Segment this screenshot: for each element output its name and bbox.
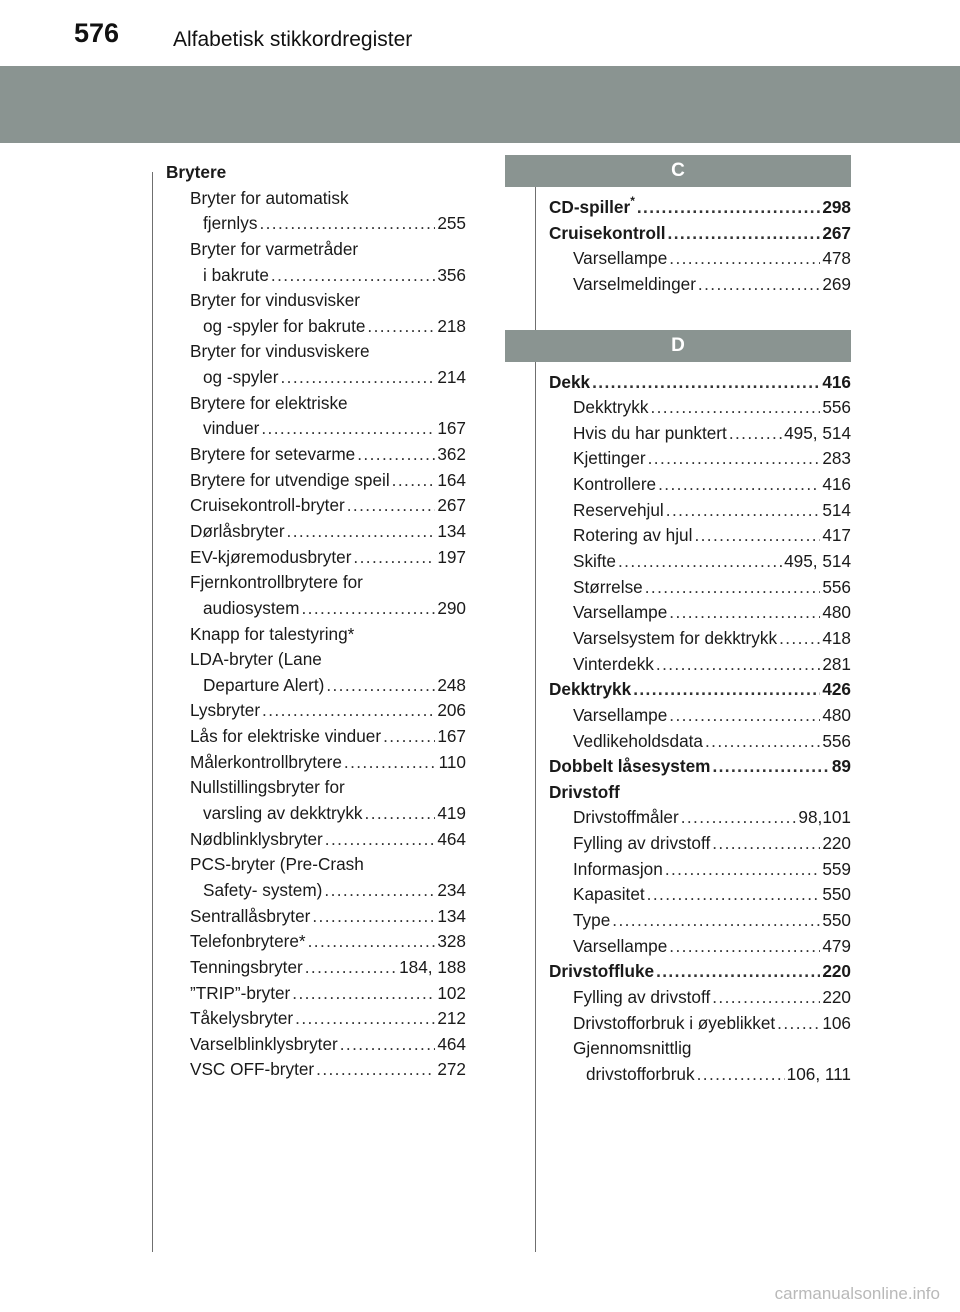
index-entry bbox=[166, 160, 466, 186]
index-entry bbox=[166, 827, 466, 853]
dot-leader bbox=[287, 519, 436, 545]
entry-page-ref: 106, 111 bbox=[786, 1063, 851, 1084]
dot-leader bbox=[665, 857, 821, 883]
dot-leader bbox=[280, 365, 435, 391]
dot-leader bbox=[650, 395, 820, 421]
dot-leader bbox=[367, 314, 435, 340]
section-d-entries bbox=[549, 370, 851, 1088]
entry-label: Tenningsbryter bbox=[190, 956, 303, 977]
entry-label: PCS-bryter (Pre-Crash bbox=[190, 854, 364, 875]
dot-leader bbox=[271, 263, 435, 289]
index-entry bbox=[549, 549, 851, 575]
index-column-left bbox=[166, 160, 466, 1083]
entry-page-ref: 328 bbox=[437, 931, 466, 952]
entry-page-ref: 514 bbox=[822, 499, 851, 520]
entry-label: EV-kjøremodusbryter bbox=[190, 546, 352, 567]
entry-page-ref: 98,101 bbox=[798, 807, 851, 828]
index-entry bbox=[549, 857, 851, 883]
index-entry bbox=[166, 622, 466, 648]
entry-label: Dobbelt låsesystem bbox=[549, 756, 711, 777]
index-entry bbox=[166, 904, 466, 930]
dot-leader bbox=[694, 523, 820, 549]
index-entry bbox=[166, 1057, 466, 1083]
dot-leader bbox=[312, 904, 435, 930]
index-entry bbox=[166, 339, 466, 365]
dot-leader bbox=[383, 724, 435, 750]
entry-page-ref: 419 bbox=[437, 803, 466, 824]
entry-label: Fylling av drivstoff bbox=[573, 986, 711, 1007]
entry-label: audiosystem bbox=[203, 597, 300, 618]
entry-page-ref: 556 bbox=[822, 397, 851, 418]
index-entry bbox=[166, 391, 466, 417]
index-entry bbox=[166, 365, 466, 391]
entry-page-ref: 102 bbox=[437, 982, 466, 1003]
dot-leader bbox=[779, 626, 820, 652]
entry-page-ref: 234 bbox=[437, 879, 466, 900]
index-entry bbox=[166, 211, 466, 237]
entry-page-ref: 220 bbox=[822, 833, 851, 854]
entry-label: Fylling av drivstoff bbox=[573, 833, 711, 854]
entry-page-ref: 267 bbox=[822, 222, 851, 243]
index-entry bbox=[549, 472, 851, 498]
entry-label: Målerkontrollbrytere bbox=[190, 751, 342, 772]
entry-page-ref: 283 bbox=[822, 448, 851, 469]
dot-leader bbox=[618, 549, 782, 575]
dot-leader bbox=[302, 596, 436, 622]
entry-label: og -spyler for bakrute bbox=[203, 315, 366, 336]
dot-leader bbox=[658, 472, 820, 498]
index-entry bbox=[166, 468, 466, 494]
entry-label: Brytere for elektriske bbox=[190, 392, 348, 413]
entry-label: Varsellampe bbox=[573, 602, 668, 623]
entry-page-ref: 495, 514 bbox=[784, 422, 851, 443]
entry-label: Kontrollere bbox=[573, 474, 657, 495]
index-entry bbox=[549, 446, 851, 472]
entry-label: Størrelse bbox=[573, 576, 643, 597]
dot-leader bbox=[261, 416, 435, 442]
entry-page-ref: 212 bbox=[437, 1008, 466, 1029]
entry-page-ref: 556 bbox=[822, 730, 851, 751]
entry-label: Lås for elektriske vinduer bbox=[190, 726, 382, 747]
index-entry bbox=[549, 805, 851, 831]
entry-label: Drivstoff bbox=[549, 781, 620, 802]
entry-page-ref: 110 bbox=[438, 751, 466, 772]
entry-page-ref: 281 bbox=[822, 653, 851, 674]
entry-label: Bryter for automatisk bbox=[190, 187, 349, 208]
index-entry bbox=[166, 545, 466, 571]
index-entry bbox=[166, 442, 466, 468]
dot-leader bbox=[262, 698, 435, 724]
index-entry bbox=[549, 729, 851, 755]
entry-label: CD-spiller bbox=[549, 197, 631, 217]
index-entry bbox=[549, 959, 851, 985]
dot-leader bbox=[656, 959, 820, 985]
entry-page-ref: 214 bbox=[437, 367, 466, 388]
entry-label: VSC OFF-bryter bbox=[190, 1059, 315, 1080]
entry-label: Drivstofforbruk i øyeblikket bbox=[573, 1012, 776, 1033]
dot-leader bbox=[305, 955, 397, 981]
index-entry bbox=[549, 934, 851, 960]
entry-page-ref: 550 bbox=[822, 884, 851, 905]
index-entry bbox=[166, 955, 466, 981]
entry-label: i bakrute bbox=[203, 264, 269, 285]
entry-label: Sentrallåsbryter bbox=[190, 905, 311, 926]
entry-label: Telefonbrytere* bbox=[190, 931, 306, 952]
index-entry bbox=[549, 523, 851, 549]
dot-leader bbox=[648, 446, 821, 472]
index-entry bbox=[166, 288, 466, 314]
entry-page-ref: 478 bbox=[822, 248, 851, 269]
dot-leader bbox=[669, 934, 820, 960]
section-letter-c: C bbox=[505, 155, 851, 187]
entry-page-ref: 298 bbox=[822, 197, 851, 217]
dot-leader bbox=[712, 754, 829, 780]
index-entry bbox=[549, 575, 851, 601]
entry-page-ref: 480 bbox=[822, 704, 851, 725]
entry-label: Safety- system) bbox=[203, 879, 323, 900]
entry-label: Dekktrykk bbox=[573, 397, 649, 418]
entry-label: og -spyler bbox=[203, 367, 279, 388]
entry-page-ref: 206 bbox=[437, 700, 466, 721]
dot-leader bbox=[365, 801, 436, 827]
entry-page-ref: 134 bbox=[437, 520, 466, 541]
dot-leader bbox=[259, 211, 435, 237]
index-entry bbox=[549, 882, 851, 908]
entry-label: Skifte bbox=[573, 551, 616, 572]
index-entry bbox=[549, 703, 851, 729]
entry-page-ref: 559 bbox=[822, 858, 851, 879]
dot-leader bbox=[592, 370, 820, 396]
entry-page-ref: 167 bbox=[437, 418, 466, 439]
dot-leader bbox=[325, 827, 436, 853]
entry-label: Kjettinger bbox=[573, 448, 646, 469]
entry-page-ref: 495, 514 bbox=[784, 551, 851, 572]
dot-leader bbox=[681, 805, 797, 831]
dot-leader bbox=[357, 442, 435, 468]
entry-label: Kapasitet bbox=[573, 884, 645, 905]
dot-leader bbox=[344, 750, 437, 776]
dot-leader bbox=[633, 677, 820, 703]
index-entry bbox=[166, 186, 466, 212]
dot-leader bbox=[697, 1062, 785, 1088]
entry-footnote-marker: * bbox=[630, 195, 635, 208]
dot-leader bbox=[324, 878, 435, 904]
index-entry bbox=[166, 673, 466, 699]
dot-leader bbox=[647, 882, 821, 908]
dot-leader bbox=[777, 1011, 820, 1037]
section-c-entries bbox=[549, 195, 851, 298]
index-entry bbox=[549, 626, 851, 652]
index-entry bbox=[166, 416, 466, 442]
entry-label: ”TRIP”-bryter bbox=[190, 982, 291, 1003]
entry-label: Brytere bbox=[166, 162, 227, 182]
entry-page-ref: 220 bbox=[822, 961, 851, 982]
index-entry bbox=[166, 596, 466, 622]
entry-page-ref: 417 bbox=[822, 525, 851, 546]
entry-label: vinduer bbox=[203, 418, 260, 439]
entry-page-ref: 106 bbox=[822, 1012, 851, 1033]
entry-page-ref: 255 bbox=[437, 213, 466, 234]
entry-page-ref: 197 bbox=[437, 546, 466, 567]
left-divider bbox=[152, 172, 153, 1252]
index-entry bbox=[549, 1062, 851, 1088]
dot-leader bbox=[292, 981, 435, 1007]
entry-label: Cruisekontroll bbox=[549, 222, 666, 243]
index-entry bbox=[166, 775, 466, 801]
dot-leader bbox=[666, 498, 821, 524]
entry-page-ref: 356 bbox=[437, 264, 466, 285]
index-entry bbox=[166, 263, 466, 289]
index-entry bbox=[166, 724, 466, 750]
index-entry bbox=[166, 647, 466, 673]
entry-label: Dørlåsbryter bbox=[190, 520, 285, 541]
dot-leader bbox=[712, 985, 820, 1011]
index-entry bbox=[549, 370, 851, 396]
index-entry bbox=[166, 878, 466, 904]
entry-page-ref: 272 bbox=[437, 1059, 466, 1080]
entry-page-ref: 480 bbox=[822, 602, 851, 623]
entry-label: drivstofforbruk bbox=[586, 1063, 695, 1084]
index-entry bbox=[166, 698, 466, 724]
index-entry bbox=[166, 519, 466, 545]
entry-label: Nødblinklysbryter bbox=[190, 828, 323, 849]
entry-label: Hvis du har punktert bbox=[573, 422, 727, 443]
dot-leader bbox=[645, 575, 821, 601]
entry-page-ref: 184, 188 bbox=[399, 956, 466, 977]
entry-page-ref: 167 bbox=[437, 726, 466, 747]
dot-leader bbox=[353, 545, 435, 571]
entry-label: Drivstoffmåler bbox=[573, 807, 679, 828]
index-entry bbox=[549, 985, 851, 1011]
entry-page-ref: 464 bbox=[437, 1033, 466, 1054]
index-entry bbox=[166, 981, 466, 1007]
dot-leader bbox=[698, 272, 820, 298]
index-entry bbox=[166, 570, 466, 596]
section-letter-d: D bbox=[505, 330, 851, 362]
index-entry bbox=[549, 600, 851, 626]
dot-leader bbox=[729, 421, 782, 447]
header-banner bbox=[0, 66, 960, 143]
page-title: Alfabetisk stikkordregister bbox=[173, 28, 413, 51]
entry-label: Nullstillingsbryter for bbox=[190, 777, 345, 798]
entry-page-ref: 164 bbox=[437, 469, 466, 490]
entry-label: fjernlys bbox=[203, 213, 258, 234]
dot-leader bbox=[712, 831, 820, 857]
index-entry bbox=[549, 652, 851, 678]
index-entry bbox=[166, 1032, 466, 1058]
entry-label: Vinterdekk bbox=[573, 653, 654, 674]
entry-label: Bryter for vindusvisker bbox=[190, 290, 361, 311]
index-entry bbox=[549, 1011, 851, 1037]
dot-leader bbox=[392, 468, 436, 494]
entry-label: Bryter for vindusviskere bbox=[190, 341, 370, 362]
index-column-right bbox=[549, 160, 851, 1088]
dot-leader bbox=[340, 1032, 436, 1058]
entry-label: Gjennomsnittlig bbox=[573, 1038, 692, 1059]
entry-label: LDA-bryter (Lane bbox=[190, 649, 322, 670]
entry-page-ref: 362 bbox=[437, 444, 466, 465]
entry-label: Varselmeldinger bbox=[573, 273, 696, 294]
entry-label: Informasjon bbox=[573, 858, 663, 879]
index-entry bbox=[166, 237, 466, 263]
index-entry bbox=[166, 852, 466, 878]
index-entry bbox=[549, 1036, 851, 1062]
entry-label: Lysbryter bbox=[190, 700, 261, 721]
index-entry bbox=[549, 498, 851, 524]
entry-page-ref: 134 bbox=[437, 905, 466, 926]
index-entry bbox=[549, 272, 851, 298]
dot-leader bbox=[669, 703, 820, 729]
index-entry bbox=[166, 801, 466, 827]
entry-page-ref: 556 bbox=[822, 576, 851, 597]
index-entry bbox=[549, 908, 851, 934]
entry-label: Departure Alert) bbox=[203, 674, 325, 695]
entry-label: Bryter for varmetråder bbox=[190, 238, 359, 259]
dot-leader bbox=[308, 929, 436, 955]
entry-label: Varsellampe bbox=[573, 248, 668, 269]
dot-leader bbox=[612, 908, 820, 934]
entry-label: Drivstoffluke bbox=[549, 961, 655, 982]
dot-leader bbox=[326, 673, 435, 699]
dot-leader bbox=[669, 600, 820, 626]
index-entry bbox=[549, 246, 851, 272]
entry-label: Fjernkontrollbrytere for bbox=[190, 572, 363, 593]
dot-leader bbox=[668, 221, 821, 247]
entry-page-ref: 220 bbox=[822, 986, 851, 1007]
entry-page-ref: 267 bbox=[437, 495, 466, 516]
index-entry bbox=[549, 831, 851, 857]
entry-label: Rotering av hjul bbox=[573, 525, 693, 546]
entry-label: Varselsystem for dekktrykk bbox=[573, 627, 778, 648]
index-entry bbox=[166, 493, 466, 519]
index-entry bbox=[549, 677, 851, 703]
entry-page-ref: 290 bbox=[437, 597, 466, 618]
entry-page-ref: 550 bbox=[822, 910, 851, 931]
dot-leader bbox=[656, 652, 820, 678]
entry-label: Vedlikeholdsdata bbox=[573, 730, 703, 751]
dot-leader bbox=[669, 246, 820, 272]
dot-leader bbox=[705, 729, 820, 755]
entry-label: Varsellampe bbox=[573, 935, 668, 956]
index-entry bbox=[166, 314, 466, 340]
index-entry bbox=[166, 750, 466, 776]
watermark: carmanualsonline.info bbox=[774, 1284, 940, 1303]
dot-leader bbox=[295, 1006, 435, 1032]
entry-label: Varselblinklysbryter bbox=[190, 1033, 338, 1054]
index-entry bbox=[549, 195, 851, 221]
index-entry bbox=[549, 395, 851, 421]
entry-label: varsling av dekktrykk bbox=[203, 803, 363, 824]
entry-page-ref: 218 bbox=[437, 315, 466, 336]
index-entry bbox=[166, 1006, 466, 1032]
entry-label: Cruisekontroll-bryter bbox=[190, 495, 345, 516]
entry-page-ref: 269 bbox=[822, 273, 851, 294]
entry-page-ref: 416 bbox=[822, 474, 851, 495]
dot-leader bbox=[347, 493, 436, 519]
page-number: 576 bbox=[74, 18, 120, 48]
entry-label: Tåkelysbryter bbox=[190, 1008, 294, 1029]
entry-page-ref: 89 bbox=[831, 756, 851, 777]
entry-label: Dekk bbox=[549, 371, 591, 392]
index-entry bbox=[549, 221, 851, 247]
entry-label: Type bbox=[573, 910, 611, 931]
index-entry bbox=[549, 421, 851, 447]
index-entry bbox=[166, 929, 466, 955]
entry-label: Brytere for setevarme bbox=[190, 444, 356, 465]
entry-label: Varsellampe bbox=[573, 704, 668, 725]
entry-page-ref: 418 bbox=[822, 627, 851, 648]
index-entry bbox=[549, 754, 851, 780]
entry-label: Reservehjul bbox=[573, 499, 664, 520]
dot-leader bbox=[637, 195, 820, 221]
entry-page-ref: 426 bbox=[822, 679, 851, 700]
entry-page-ref: 248 bbox=[437, 674, 466, 695]
entry-page-ref: 464 bbox=[437, 828, 466, 849]
entry-label: Dekktrykk bbox=[549, 679, 632, 700]
entry-label: Knapp for talestyring* bbox=[190, 623, 355, 644]
entry-page-ref: 416 bbox=[822, 371, 851, 392]
dot-leader bbox=[316, 1057, 435, 1083]
entry-page-ref: 479 bbox=[822, 935, 851, 956]
entry-label: Brytere for utvendige speil bbox=[190, 469, 390, 490]
index-entry bbox=[549, 780, 851, 806]
